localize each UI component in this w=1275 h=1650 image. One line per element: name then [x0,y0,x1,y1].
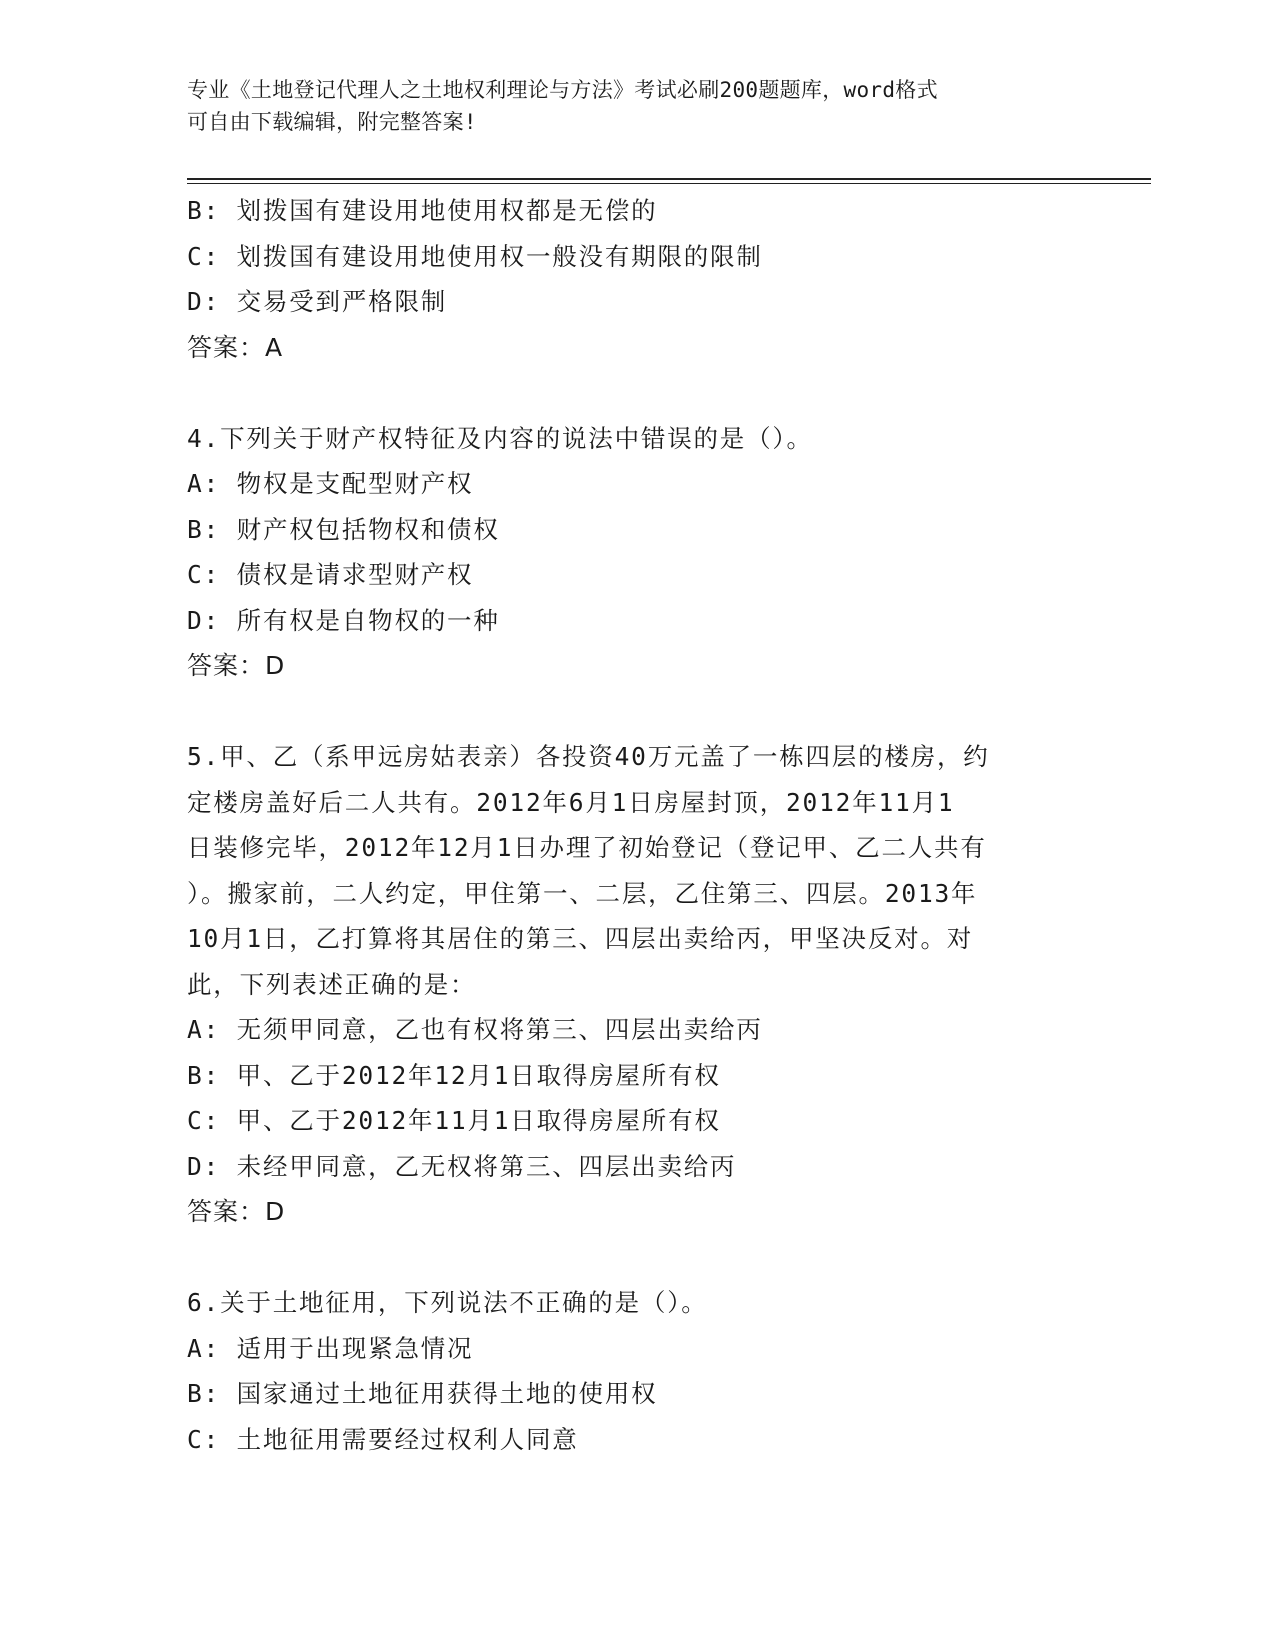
answer-line: 答案：D [187,651,286,680]
header-title-line1: 专业《土地登记代理人之土地权利理论与方法》考试必刷200题题库，word格式 [187,78,938,102]
option-a: A: 物权是支配型财产权 [187,469,474,498]
question-stem-line: 定楼房盖好后二人共有。2012年6月1日房屋封顶，2012年11月1 [187,787,955,817]
option-d: D: 未经甲同意，乙无权将第三、四层出卖给丙 [187,1151,737,1181]
answer-line: 答案：D [187,1197,286,1226]
question-content [187,188,1087,1462]
header-divider-thin [187,183,1151,184]
question-stem: 6.关于土地征用，下列说法不正确的是（）。 [187,1288,708,1317]
option-b: B: 财产权包括物权和债权 [187,514,500,544]
option-c: C: 债权是请求型财产权 [187,560,474,589]
option-c: C: 划拨国有建设用地使用权一般没有期限的限制 [187,241,763,271]
option-b: B: 划拨国有建设用地使用权都是无偿的 [187,196,658,225]
question-6 [187,1280,1087,1462]
question-stem-line: 5.甲、乙（系甲远房姑表亲）各投资40万元盖了一栋四层的楼房，约 [187,742,990,771]
option-a: A: 无须甲同意，乙也有权将第三、四层出卖给丙 [187,1015,763,1044]
document-header [187,74,1087,138]
question-stem-line: 此，下列表述正确的是： [187,969,477,999]
option-c: C: 土地征用需要经过权利人同意 [187,1424,579,1454]
question-4 [187,416,1087,689]
spacer [187,1235,1087,1281]
question-3-tail [187,188,1087,370]
option-b: B: 国家通过土地征用获得土地的使用权 [187,1379,658,1408]
question-stem-line: 日装修完毕，2012年12月1日办理了初始登记（登记甲、乙二人共有 [187,833,987,862]
option-b: B: 甲、乙于2012年12月1日取得房屋所有权 [187,1060,721,1090]
header-divider-thick [187,178,1151,180]
question-stem-line: ）。搬家前，二人约定，甲住第一、二层，乙住第三、四层。2013年 [187,878,978,908]
option-d: D: 交易受到严格限制 [187,287,448,316]
option-c: C: 甲、乙于2012年11月1日取得房屋所有权 [187,1106,721,1135]
question-stem-line: 10月1日，乙打算将其居住的第三、四层出卖给丙，甲坚决反对。对 [187,924,974,953]
spacer [187,370,1087,416]
question-stem: 4.下列关于财产权特征及内容的说法中错误的是（）。 [187,423,813,453]
header-title-line2: 可自由下载编辑，附完整答案! [187,110,477,134]
option-a: A: 适用于出现紧急情况 [187,1333,474,1363]
answer-line: 答案：A [187,332,284,362]
option-d: D: 所有权是自物权的一种 [187,605,500,635]
question-5 [187,734,1087,1235]
spacer [187,689,1087,735]
